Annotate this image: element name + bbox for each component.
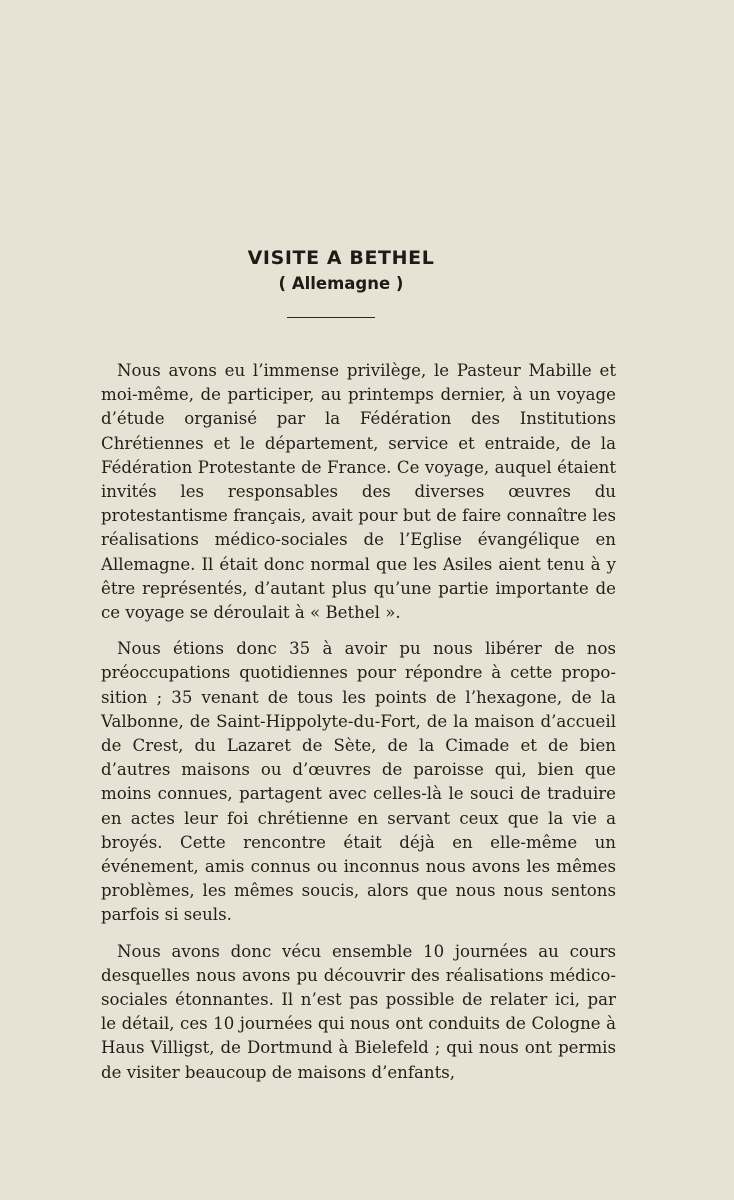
paragraph-3: Nous avons donc vécu ensemble 10 journées au cours desquelles nous avons pu découvrir des réalisations médicosociales étonnantes. Il n’est pas possible de relater ici, par le détail, ces 10 journées qui nous ont conduits de Cologne à Haus Villigst, de Dortmund à Bielefeld ; qui nous ont permis de visiter beaucoup de maisons d’enfants, [101, 941, 616, 1082]
paragraph-2: Nous étions donc 35 à avoir pu nous libérer de nos préoccupations quotidiennes pour répondre à cette proposition ; 35 venant de tous les points de l’hexagone, de la Valbonne, de Saint-Hippolyte-du-Fort, de la maison d’accueil de Crest, du Lazaret de Sète, de la Cimade et de bien d’autres maisons ou d’œuvres de paroisse qui, bien que moins connues, partagent avec celles-là le souci de traduire en actes leur foi chrétienne en servant ceux que la vie a broyés. Cette rencontre était déjà en elle-même un événement, amis connus ou inconnus nous avons les mêmes problèmes, les mêmes soucis, alors que nous nous sentons parfois si seuls. [101, 639, 616, 925]
article-body [101, 359, 616, 1097]
paragraph-1: Nous avons eu l’immense privilège, le Pasteur Mabille et moi-même, de participer, au printemps dernier, à un voyage d’étude organisé par la Fédération des Institutions Chrétiennes et le département, service et entraide, de la Fédération Protestante de France. Ce voyage, auquel étaient invités les responsables des diverses œuvres du protestantisme français, avait pour but de faire connaître les réalisations médico-sociales de l’Eglise évangélique en Allemagne. Il était donc normal que les Asiles aient tenu à y être représentés, d’autant plus qu’une partie importante de ce voyage se déroulait à « Bethel ». [101, 361, 616, 623]
title-divider [287, 317, 375, 318]
article-title: VISITE A BETHEL [247, 247, 435, 269]
article-subtitle: ( Allemagne ) [278, 274, 404, 293]
